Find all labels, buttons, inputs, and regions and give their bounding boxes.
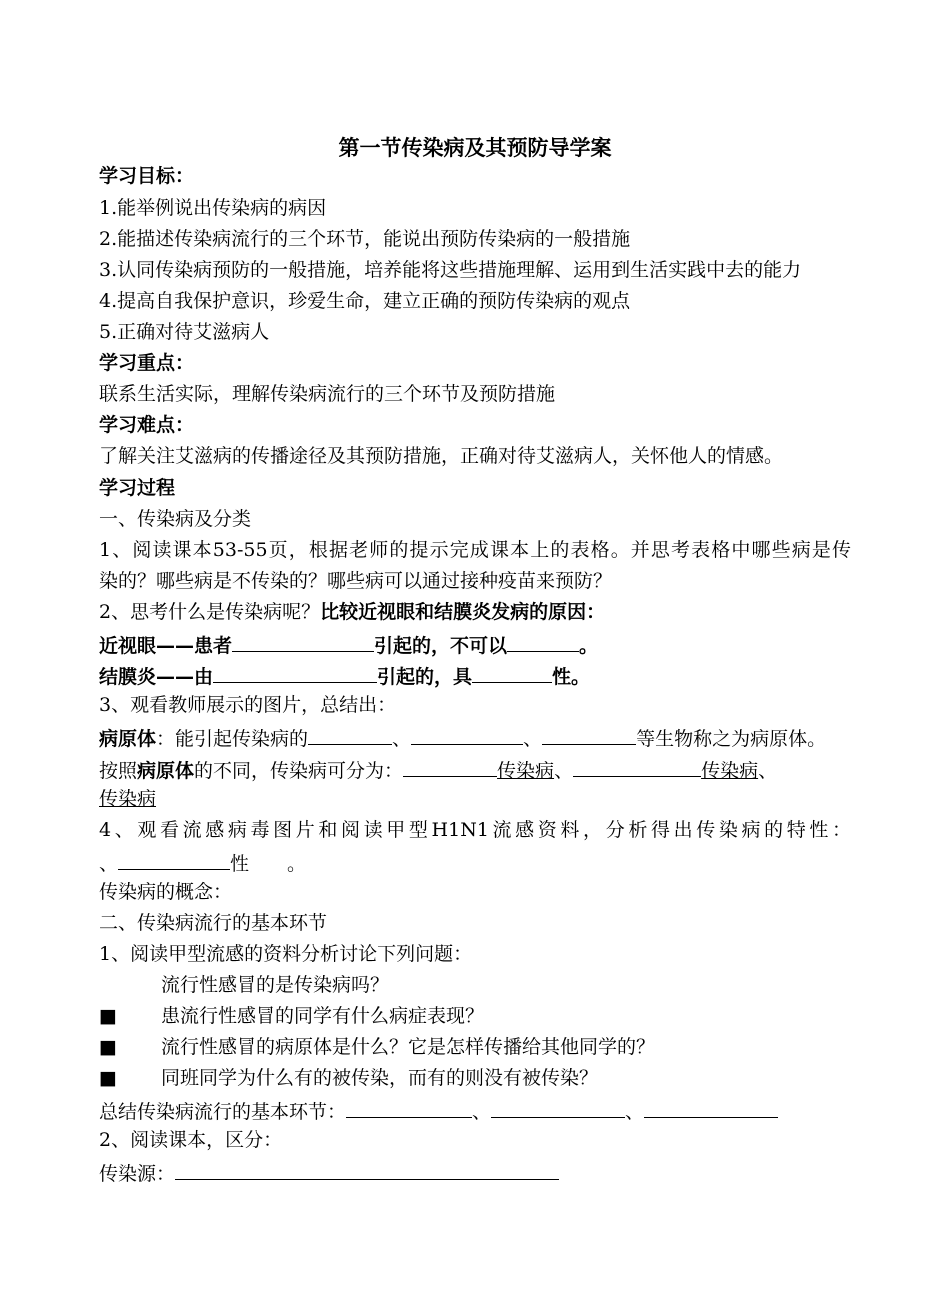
traits-line <box>99 849 306 876</box>
line-text: 引起的，不可以 <box>374 635 508 657</box>
classify-line <box>99 756 777 783</box>
answer-blank[interactable] <box>573 756 701 777</box>
answer-blank[interactable] <box>213 662 377 683</box>
category-label: 传染病 <box>701 760 759 782</box>
answer-blank[interactable] <box>118 849 230 870</box>
separator: 、 <box>392 728 412 750</box>
separator: 、 <box>99 853 119 875</box>
objective-item: 4.提高自我保护意识，珍爱生命，建立正确的预防传染病的观点 <box>99 290 631 312</box>
objective-item: 2.能描述传染病流行的三个环节，能说出预防传染病的一般措施 <box>99 228 631 250</box>
separator: 、 <box>554 760 574 782</box>
answer-blank[interactable] <box>403 756 497 777</box>
answer-blank[interactable] <box>491 1097 625 1118</box>
answer-blank[interactable] <box>507 631 579 652</box>
line-text: 按照 <box>99 760 138 782</box>
answer-blank[interactable] <box>542 724 636 745</box>
line-text: 传染源： <box>99 1163 176 1185</box>
objective-item: 3.认同传染病预防的一般措施，培养能将这些措施理解、运用到生活实践中去的能力 <box>99 259 802 281</box>
line-text: 。 <box>287 853 307 875</box>
line-text: 结膜炎——由 <box>99 666 214 688</box>
difficulties-heading: 学习难点： <box>99 414 195 436</box>
list-item <box>99 1035 655 1059</box>
answer-blank[interactable] <box>644 1097 778 1118</box>
list-item <box>99 1066 598 1090</box>
bullet-icon: ■ <box>99 1067 117 1089</box>
bullet-icon: ■ <box>99 1036 117 1058</box>
line-text: 总结传染病流行的基本环节： <box>99 1101 347 1123</box>
term-emphasis: 病原体 <box>99 728 157 750</box>
answer-blank[interactable] <box>308 724 392 745</box>
section-heading: 一、传染病及分类 <box>99 508 252 530</box>
question-2 <box>99 600 605 624</box>
key-points-heading: 学习重点： <box>99 352 195 374</box>
question-emphasis: 比较近视眼和结膜炎发病的原因： <box>320 601 606 623</box>
objectives-heading: 学习目标： <box>99 165 195 187</box>
question-text: 2、阅读课本，区分： <box>99 1129 283 1151</box>
question-text: 染的？哪些病是不传染的？哪些病可以通过接种疫苗来预防？ <box>99 570 613 592</box>
page-title: 第一节传染病及其预防导学案 <box>338 136 612 160</box>
question-text: 4、观看流感病毒图片和阅读甲型H1N1流感资料，分析得出传染病的特性： <box>99 819 851 841</box>
line-text: 的不同，传染病可分为： <box>194 760 404 782</box>
pathogen-line <box>99 724 826 751</box>
line-text: 性。 <box>552 666 591 688</box>
question-text: 1、阅读甲型流感的资料分析讨论下列问题： <box>99 943 473 965</box>
myopia-line <box>99 631 598 658</box>
conjunctivitis-line <box>99 662 590 689</box>
list-item <box>99 1004 484 1028</box>
line-text: 引起的，具 <box>377 666 473 688</box>
list-item-text: 流行性感冒的是传染病吗？ <box>161 974 390 996</box>
line-text: 近视眼——患者 <box>99 635 233 657</box>
objective-item: 1.能举例说出传染病的病因 <box>99 197 327 219</box>
answer-blank[interactable] <box>175 1159 559 1180</box>
summary-line <box>99 1097 778 1124</box>
answer-blank[interactable] <box>472 662 552 683</box>
question-text: 3、观看教师展示的图片，总结出： <box>99 694 397 716</box>
separator: 、 <box>523 728 543 750</box>
line-text: 性 <box>230 853 250 875</box>
section-heading: 二、传染病流行的基本环节 <box>99 912 328 934</box>
term-emphasis: 病原体 <box>137 760 195 782</box>
line-text: ：能引起传染病的 <box>156 728 309 750</box>
source-line <box>99 1159 559 1186</box>
line-text: 等生物称之为病原体。 <box>636 728 827 750</box>
answer-blank[interactable] <box>411 724 523 745</box>
separator: 、 <box>758 760 778 782</box>
key-points-text: 联系生活实际，理解传染病流行的三个环节及预防措施 <box>99 383 556 405</box>
separator: 、 <box>625 1101 645 1123</box>
concept-label: 传染病的概念： <box>99 881 233 903</box>
answer-blank[interactable] <box>346 1097 472 1118</box>
list-item-text: 同班同学为什么有的被传染，而有的则没有被传染？ <box>161 1067 599 1089</box>
process-heading: 学习过程 <box>99 477 176 499</box>
objective-item: 5.正确对待艾滋病人 <box>99 321 270 343</box>
question-text: 2、思考什么是传染病呢？ <box>99 601 321 623</box>
list-item-text: 患流行性感冒的同学有什么病症表现？ <box>161 1005 485 1027</box>
category-label: 传染病 <box>99 788 157 810</box>
answer-blank[interactable] <box>232 631 374 652</box>
separator: 、 <box>472 1101 492 1123</box>
difficulties-text: 了解关注艾滋病的传播途径及其预防措施，正确对待艾滋病人，关怀他人的情感。 <box>99 445 784 467</box>
category-label: 传染病 <box>497 760 555 782</box>
list-item-text: 流行性感冒的病原体是什么？它是怎样传播给其他同学的？ <box>161 1036 656 1058</box>
list-item <box>99 973 389 997</box>
line-text: 。 <box>579 635 599 657</box>
bullet-icon: ■ <box>99 1005 117 1027</box>
question-text: 1、阅读课本53-55页，根据老师的提示完成课本上的表格。并思考表格中哪些病是传 <box>99 539 851 561</box>
